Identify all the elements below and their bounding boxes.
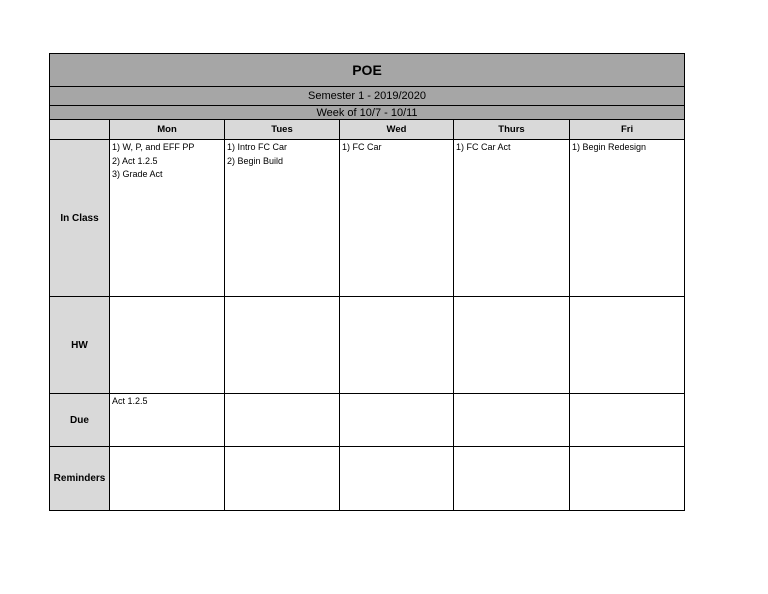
day-header-mon: Mon	[110, 120, 225, 140]
cell-reminders-wed[interactable]	[340, 447, 454, 511]
cell-due-fri[interactable]	[570, 394, 685, 447]
row-label-in-class: In Class	[50, 140, 110, 297]
cell-line: 1) FC Car Act	[456, 142, 511, 152]
cell-in-class-thurs[interactable]	[454, 140, 570, 297]
cell-hw-mon[interactable]	[110, 297, 225, 394]
cell-due-mon[interactable]	[110, 394, 225, 447]
cell-in-class-mon[interactable]	[110, 140, 225, 297]
cell-reminders-fri[interactable]	[570, 447, 685, 511]
cell-in-class-tues[interactable]	[225, 140, 340, 297]
row-label-reminders: Reminders	[50, 447, 110, 511]
cell-line: 1) W, P, and EFF PP	[112, 142, 195, 152]
cell-line: 1) FC Car	[342, 142, 382, 152]
row-label-hw: HW	[50, 297, 110, 394]
cell-line: 2) Begin Build	[227, 155, 284, 166]
cell-due-thurs[interactable]	[454, 394, 570, 447]
weekly-plan-table	[49, 53, 685, 511]
cell-line: Act 1.2.5	[112, 396, 148, 406]
cell-in-class-wed[interactable]	[340, 140, 454, 297]
cell-hw-tues[interactable]	[225, 297, 340, 394]
plan-title: POE	[50, 54, 685, 87]
day-header-row	[50, 120, 685, 140]
day-header-wed: Wed	[340, 120, 454, 140]
cell-reminders-tues[interactable]	[225, 447, 340, 511]
row-hw	[50, 297, 685, 394]
cell-hw-fri[interactable]	[570, 297, 685, 394]
cell-hw-wed[interactable]	[340, 297, 454, 394]
row-reminders	[50, 447, 685, 511]
day-header-fri: Fri	[570, 120, 685, 140]
day-header-thurs: Thurs	[454, 120, 570, 140]
week-label: Week of 10/7 - 10/11	[50, 106, 685, 120]
row-due	[50, 394, 685, 447]
row-in-class	[50, 140, 685, 297]
cell-line: 1) Intro FC Car	[227, 142, 288, 152]
cell-line: 1) Begin Redesign	[572, 142, 647, 152]
cell-due-tues[interactable]	[225, 394, 340, 447]
cell-reminders-mon[interactable]	[110, 447, 225, 511]
day-header-tues: Tues	[225, 120, 340, 140]
cell-hw-thurs[interactable]	[454, 297, 570, 394]
corner-cell	[50, 120, 110, 140]
cell-due-wed[interactable]	[340, 394, 454, 447]
semester-label: Semester 1 - 2019/2020	[50, 87, 685, 106]
row-label-due: Due	[50, 394, 110, 447]
cell-line: 2) Act 1.2.5	[112, 155, 158, 166]
cell-in-class-fri[interactable]	[570, 140, 685, 297]
cell-line: 3) Grade Act	[112, 169, 163, 179]
cell-reminders-thurs[interactable]	[454, 447, 570, 511]
